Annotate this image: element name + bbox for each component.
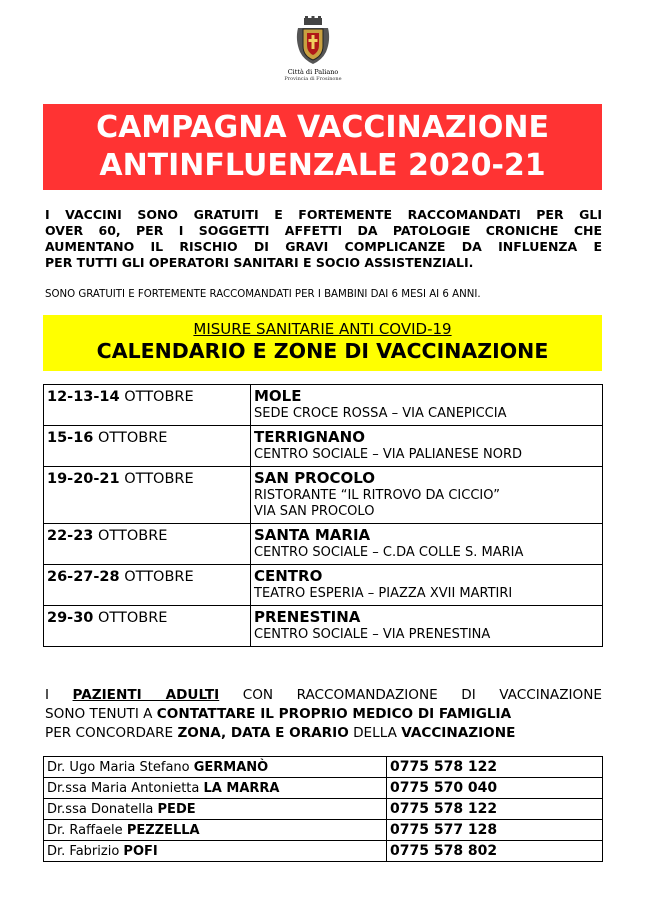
schedule-location — [251, 606, 603, 647]
banner-line-2: ANTINFLUENZALE 2020-21 — [99, 148, 546, 183]
doctor-phone: 0775 578 122 — [387, 799, 603, 820]
doctor-phone: 0775 578 802 — [387, 841, 603, 862]
city-logo — [283, 16, 343, 82]
calendar-header — [43, 315, 602, 371]
doctor-surname: GERMANÒ — [193, 759, 269, 775]
contact-text: I — [45, 687, 73, 703]
schedule-days: 15-16 — [47, 430, 94, 446]
schedule-place: RISTORANTE “IL RITROVO DA CICCIO” — [254, 488, 500, 503]
schedule-zone: PRENESTINA — [254, 608, 361, 626]
schedule-date — [44, 467, 251, 524]
schedule-days: 19-20-21 — [47, 471, 120, 487]
doctor-phone: 0775 570 040 — [387, 778, 603, 799]
contact-emphasis: PAZIENTI ADULTI — [72, 687, 220, 703]
table-row — [44, 524, 603, 565]
schedule-month: OTTOBRE — [97, 430, 168, 446]
contact-line-1 — [45, 686, 602, 705]
schedule-place: CENTRO SOCIALE – VIA PRENESTINA — [254, 627, 491, 642]
schedule-zone: SAN PROCOLO — [254, 469, 376, 487]
contact-line-2 — [45, 705, 602, 724]
schedule-place-line-2: VIA SAN PROCOLO — [254, 504, 375, 519]
doctor-name — [44, 799, 387, 820]
contact-text: SONO TENUTI A — [45, 706, 157, 722]
campaign-banner — [43, 104, 602, 190]
schedule-days: 22-23 — [47, 528, 94, 544]
banner-line-1: CAMPAGNA VACCINAZIONE — [96, 110, 549, 145]
doctor-name — [44, 841, 387, 862]
table-row — [44, 820, 603, 841]
contact-text: DELLA — [348, 725, 402, 741]
calendar-title: CALENDARIO E ZONE DI VACCINAZIONE — [96, 339, 549, 363]
schedule-date — [44, 426, 251, 467]
schedule-month: OTTOBRE — [124, 389, 194, 405]
table-row — [44, 606, 603, 647]
contact-text: PER CONCORDARE — [45, 725, 178, 741]
schedule-zone: MOLE — [254, 387, 302, 405]
doctor-prefix: Dr. Fabrizio — [47, 843, 124, 859]
schedule-place: TEATRO ESPERIA – PIAZZA XVII MARTIRI — [254, 586, 513, 601]
schedule-location — [251, 565, 603, 606]
table-row — [44, 841, 603, 862]
contact-text: CON RACCOMANDAZIONE DI VACCINAZIONE — [219, 687, 602, 703]
contact-emphasis: CONTATTARE IL PROPRIO MEDICO DI FAMIGLIA — [156, 706, 512, 722]
schedule-month: OTTOBRE — [97, 610, 168, 626]
schedule-date — [44, 524, 251, 565]
doctors-table — [43, 756, 603, 862]
schedule-place: CENTRO SOCIALE – VIA PALIANESE NORD — [254, 447, 523, 462]
schedule-zone: CENTRO — [254, 567, 323, 585]
doctor-name — [44, 820, 387, 841]
schedule-days: 26-27-28 — [47, 569, 120, 585]
table-row — [44, 778, 603, 799]
schedule-date — [44, 565, 251, 606]
schedule-date — [44, 606, 251, 647]
table-row — [44, 757, 603, 778]
schedule-place: CENTRO SOCIALE – C.DA COLLE S. MARIA — [254, 545, 524, 560]
intro-line: I VACCINI SONO GRATUITI E FORTEMENTE RACCOMANDATI PER GLI — [45, 207, 602, 222]
schedule-zone: TERRIGNANO — [254, 428, 365, 446]
doctor-name — [44, 778, 387, 799]
intro-line: OVER 60, PER I SOGGETTI AFFETTI DA PATOLOGIE CRONICHE CHE — [45, 223, 602, 238]
schedule-zone: SANTA MARIA — [254, 526, 371, 544]
intro-line: AUMENTANO IL RISCHIO DI GRAVI COMPLICANZE DA INFLUENZA E — [45, 239, 602, 254]
doctor-surname: PEDE — [157, 801, 196, 817]
schedule-month: OTTOBRE — [124, 471, 194, 487]
schedule-location — [251, 524, 603, 565]
schedule-month: OTTOBRE — [97, 528, 168, 544]
schedule-place: SEDE CROCE ROSSA – VIA CANEPICCIA — [254, 406, 507, 421]
schedule-date — [44, 385, 251, 426]
contact-emphasis: VACCINAZIONE — [401, 725, 516, 741]
intro-paragraph — [45, 207, 602, 271]
doctor-phone: 0775 578 122 — [387, 757, 603, 778]
contact-emphasis: ZONA, DATA E ORARIO — [177, 725, 349, 741]
table-row — [44, 467, 603, 524]
schedule-month: OTTOBRE — [124, 569, 194, 585]
table-row — [44, 799, 603, 820]
schedule-table — [43, 384, 603, 647]
doctor-prefix: Dr. Ugo Maria Stefano — [47, 759, 194, 775]
doctor-prefix: Dr.ssa Maria Antonietta — [47, 780, 204, 796]
city-name: Città di Paliano — [287, 68, 339, 76]
schedule-location — [251, 426, 603, 467]
doctor-surname: LA MARRA — [203, 780, 280, 796]
schedule-location — [251, 385, 603, 426]
doctor-surname: PEZZELLA — [126, 822, 200, 838]
doctor-surname: POFI — [123, 843, 158, 859]
doctor-prefix: Dr. Raffaele — [47, 822, 127, 838]
table-row — [44, 565, 603, 606]
province-name: Provincia di Frosinone — [284, 76, 342, 82]
contact-line-3 — [45, 724, 602, 743]
contact-paragraph — [45, 686, 602, 743]
coat-of-arms-icon — [295, 16, 331, 66]
doctor-phone: 0775 577 128 — [387, 820, 603, 841]
doctor-prefix: Dr.ssa Donatella — [47, 801, 158, 817]
table-row — [44, 426, 603, 467]
intro-line: PER TUTTI GLI OPERATORI SANITARI E SOCIO ASSISTENZIALI. — [45, 255, 474, 270]
calendar-subtitle: MISURE SANITARIE ANTI COVID-19 — [193, 320, 452, 338]
doctor-name — [44, 757, 387, 778]
schedule-days: 12-13-14 — [47, 389, 120, 405]
schedule-location — [251, 467, 603, 524]
schedule-days: 29-30 — [47, 610, 94, 626]
children-note: SONO GRATUITI E FORTEMENTE RACCOMANDATI PER I BAMBINI DAI 6 MESI AI 6 ANNI. — [45, 289, 481, 300]
table-row — [44, 385, 603, 426]
